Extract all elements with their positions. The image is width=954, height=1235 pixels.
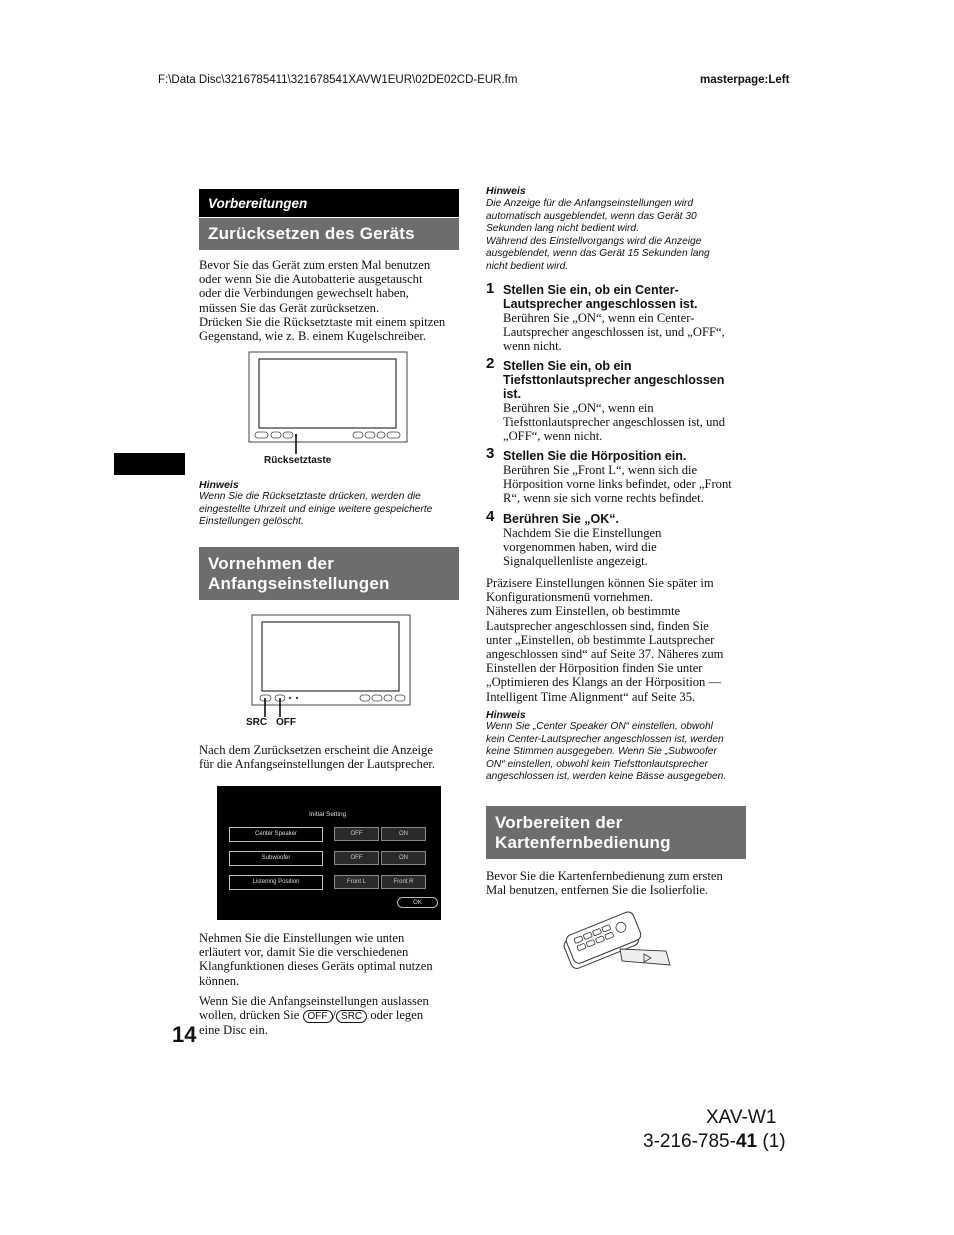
card-remote-illustration (558, 905, 673, 973)
note-line: automatisch ausgeblendet, wenn das Gerät 30 (486, 210, 697, 222)
step-title (503, 449, 753, 463)
text-line: Wenn Sie die Anfangseinstellungen auslassen (199, 994, 429, 1008)
model-number: XAV-W1 (706, 1107, 777, 1128)
note-line: kein Center-Lautsprecher angeschlossen ist, werden (486, 733, 724, 745)
step-title-line: Lautsprecher angeschlossen ist. (503, 297, 698, 311)
text-line: Klangfunktionen dieses Geräts optimal nutzen (199, 959, 433, 974)
text-line: Näheres zum Einstellen, ob bestimmte (486, 604, 681, 619)
device-src-off-illustration (248, 613, 416, 718)
heading-line: Kartenfernbedienung (495, 833, 671, 852)
part-bold: 41 (735, 1131, 758, 1152)
initial-paragraph (199, 743, 464, 771)
settings-paragraph (199, 931, 464, 988)
heading-reset (199, 218, 459, 250)
heading-line: Vornehmen der (208, 554, 335, 573)
note-title: Hinweis (486, 709, 526, 721)
text-line: oder die Verbindungen gewechselt haben, (199, 286, 409, 301)
initial-setting-screen (217, 786, 441, 920)
step-title-line: Stellen Sie ein, ob ein Center- (503, 283, 679, 297)
step-number: 1 (486, 280, 495, 297)
note-line: Wenn Sie die Rücksetztaste drücken, werden die (199, 491, 421, 502)
text-segment: oder legen (370, 1008, 424, 1023)
note-line: keine Stimmen ausgegeben. Wenn Sie „Subwoofer (486, 746, 717, 758)
off-label: OFF (276, 717, 296, 728)
step-title-line: Stellen Sie die Hörposition ein. (503, 449, 687, 463)
step-title (503, 283, 753, 311)
heading-remote (486, 806, 746, 859)
step-title (503, 359, 753, 401)
center-speaker-on-button[interactable]: ON (381, 827, 426, 841)
heading-reset-text: Zurücksetzen des Geräts (208, 224, 415, 243)
page-number: 14 (172, 1022, 197, 1047)
text-line: Bevor Sie die Kartenfernbedienung zum ersten (486, 869, 723, 883)
text-line: Einstellen der Hörposition finden Sie unter (486, 661, 703, 676)
text-line: Nehmen Sie die Einstellungen wie unten (199, 931, 405, 945)
text-line: Gegenstand, wie z. B. einem Kugelschreiber. (199, 329, 426, 344)
remote-paragraph (486, 869, 754, 897)
heading-initial-settings (199, 547, 459, 600)
step-title-line: Berühren Sie „OK“. (503, 512, 619, 526)
chapter-tab-marker (114, 453, 185, 475)
part-suffix: (1) (757, 1131, 786, 1152)
off-key: OFF (303, 1010, 333, 1023)
masterpage-label: masterpage:Left (700, 74, 790, 86)
text-line: angeschlossen sind“ auf Seite 37. Näheres zum (486, 647, 724, 662)
note-line: Während des Einstellvorgangs wird die Anzeige (486, 235, 702, 247)
part-prefix: 3-216-785- (643, 1131, 736, 1152)
text-line: erläutert vor, damit Sie die verschiedenen (199, 945, 409, 960)
note-line: Einstellungen gelöscht. (199, 516, 304, 528)
heading-line: Anfangseinstellungen (208, 574, 390, 593)
text-segment: wollen, drücken Sie (199, 1008, 300, 1023)
note-line: nicht bedient wird. (486, 260, 569, 272)
text-line: unter „Einstellen, ob bestimmte Lautsprecher (486, 632, 715, 647)
details-paragraph (486, 576, 754, 704)
text-line: oder wenn Sie die Autobatterie ausgetauscht (199, 272, 423, 287)
part-number (643, 1131, 786, 1153)
text-line: Konfigurationsmenü vornehmen. (486, 590, 654, 605)
text-line: „OFF“, wenn nicht. (503, 429, 603, 444)
reset-paragraph (199, 258, 464, 343)
text-line-with-keys (199, 1008, 464, 1023)
text-line: Nach dem Zurücksetzen erscheint die Anzeige (199, 743, 433, 757)
screen-title: Initial Setting (309, 811, 347, 818)
heading-line: Vorbereiten der (495, 813, 623, 832)
step-title-line: ist. (503, 387, 522, 401)
step-number: 2 (486, 355, 495, 372)
note-line: eingestellte Uhrzeit und einige weitere gespeicherte (199, 503, 433, 515)
text-line: Hörposition vorne links befindet, oder „Front (503, 477, 732, 492)
note-title: Hinweis (486, 185, 526, 197)
section-tag: Vorbereitungen (199, 189, 459, 217)
text-line: Bevor Sie das Gerät zum ersten Mal benutzen (199, 258, 431, 272)
slash: / (332, 1008, 337, 1023)
step-title-line: Stellen Sie ein, ob ein (503, 359, 632, 373)
text-line: Intelligent Time Alignment“ auf Seite 35. (486, 689, 696, 704)
note-body (486, 721, 754, 784)
text-line: können. (199, 973, 240, 988)
text-line: Lautsprecher angeschlossen ist, und „OFF“, (503, 325, 725, 340)
src-key: SRC (336, 1010, 367, 1023)
listening-position-button[interactable]: Listening Position (229, 875, 323, 890)
center-speaker-off-button[interactable]: OFF (334, 827, 379, 841)
step-title-line: Tiefsttonlautsprecher angeschlossen (503, 373, 725, 387)
device-reset-illustration (245, 350, 413, 455)
text-line: Berühren Sie „Front L“, wenn sich die (503, 463, 698, 477)
step-body (503, 463, 753, 506)
note-line: Die Anzeige für die Anfangseinstellungen wird (486, 198, 694, 209)
file-path-header: F:\Data Disc\3216785411\321678541XAVW1EUR\02DE02CD-EUR.fm (158, 74, 518, 86)
text-line: Mal benutzen, entfernen Sie die Isolierfolie. (486, 883, 709, 898)
subwoofer-off-button[interactable]: OFF (334, 851, 379, 865)
skip-paragraph (199, 994, 464, 1037)
text-line: Lautsprecher angeschlossen sind, finden Sie (486, 618, 709, 633)
text-line: Tiefsttonlautsprecher angeschlossen ist, und (503, 415, 725, 430)
text-line: R“, wenn sie sich vorne rechts befindet. (503, 491, 704, 506)
note-title: Hinweis (199, 479, 239, 491)
ok-button[interactable]: OK (397, 897, 438, 908)
step-body (503, 401, 753, 444)
step-number: 4 (486, 508, 495, 525)
step-body (503, 526, 753, 569)
note-body (486, 198, 751, 274)
text-line: Signalquellenliste angezeigt. (503, 554, 648, 569)
step-number: 3 (486, 445, 495, 462)
note-line: Sekunden lang nicht bedient wird. (486, 223, 639, 235)
text-line: Nachdem Sie die Einstellungen (503, 526, 662, 540)
note-line: Wenn Sie „Center Speaker ON“ einstellen, obwohl (486, 721, 713, 732)
step-body (503, 311, 753, 354)
reset-button-label: Rücksetztaste (264, 455, 332, 466)
note-line: angeschlossen ist, werden keine Bässe ausgegeben. (486, 771, 727, 783)
note-line: ON“ einstellen, obwohl kein Tiefsttonlautsprecher (486, 758, 708, 770)
text-line: Berühren Sie „ON“, wenn ein Center- (503, 311, 695, 325)
src-label: SRC (246, 717, 268, 728)
text-line: Präzisere Einstellungen können Sie später im (486, 576, 714, 590)
text-line: Drücken Sie die Rücksetztaste mit einem spitzen (199, 314, 446, 329)
subwoofer-on-button[interactable]: ON (381, 851, 426, 865)
text-line: für die Anfangseinstellungen der Lautsprecher. (199, 757, 436, 772)
text-line: vorgenommen haben, wird die (503, 540, 657, 555)
note-body (199, 491, 464, 529)
text-line: wenn nicht. (503, 339, 562, 354)
step-title (503, 512, 753, 526)
text-line: eine Disc ein. (199, 1023, 268, 1038)
front-r-button[interactable]: Front R (381, 875, 426, 889)
text-line: „Optimieren des Klangs an der Hörposition — (486, 675, 722, 690)
note-line: ausgeblendet, wenn das Gerät 15 Sekunden lang (486, 248, 710, 260)
center-speaker-button[interactable]: Center Speaker (229, 827, 323, 842)
front-l-button[interactable]: Front L (334, 875, 379, 889)
text-line: Berühren Sie „ON“, wenn ein (503, 401, 654, 415)
subwoofer-button[interactable]: Subwoofer (229, 851, 323, 866)
text-line: müssen Sie das Gerät zurücksetzen. (199, 300, 380, 315)
